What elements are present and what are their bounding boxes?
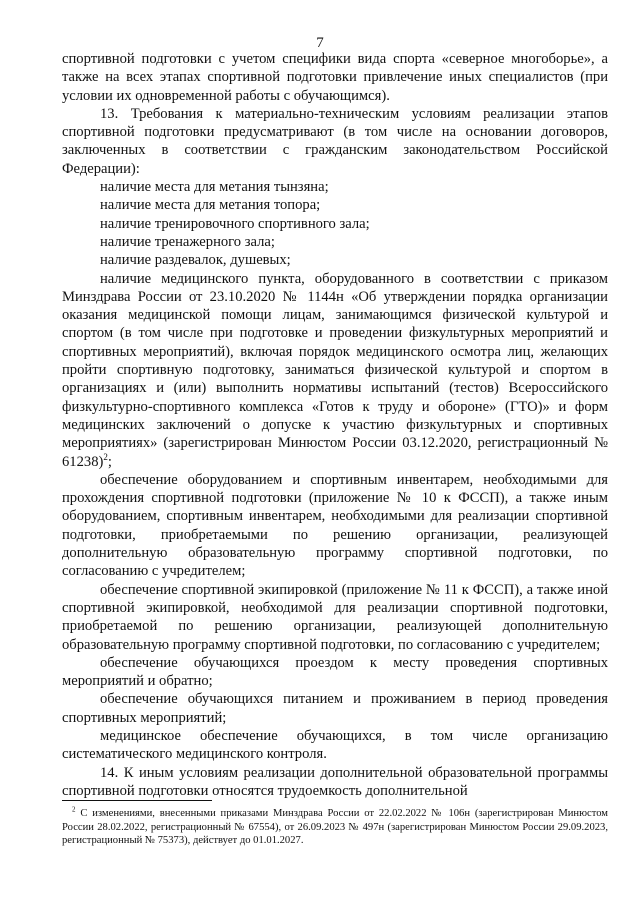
document-body: [62, 50, 608, 800]
footnote-separator: [62, 800, 212, 801]
requirement-item-gym: наличие тренажерного зала;: [100, 233, 275, 250]
requirement-sports-gear: обеспечение спортивной экипировкой (приложение № 11 к ФССП), а также иной спортивной экипировкой, необходимой для реализации спортивной подготовки, приобретаемой по решению организации, реализующей дополнительную образовательную программу спортивной подготовки, по согласованию с учредителем;: [62, 581, 608, 653]
medical-point-text: наличие медицинского пункта, оборудованного в соответствии с приказом Минздрава России от 23.10.2020 № 1144н «Об утверждении порядка организации оказания медицинской помощи лицам, занимающимся физической культурой и спортом (в том числе при подготовке и проведении физкультурных мероприятий и спортивных мероприятий), включая порядок медицинского осмотра лиц, желающих пройти спортивную подготовку, заниматься физической культурой и спортом в организациях и (или) выполнить нормативы испытаний (тестов) Всероссийского физкультурно-спортивного комплекса «Готов к труду и обороне» (ГТО)» и форм медицинских заключений о допуске к участию физкультурных и спортивных мероприятиях» (зарегистрирован Минюстом России 03.12.2020, регистрационный № 61238): [62, 270, 608, 470]
footnote-text: С изменениями, внесенными приказами Минздрава России от 22.02.2022 № 106н (зарегистрирован Минюстом России 28.02.2022, регистрационный № 67554), от 26.09.2023 № 497н (зарегистрирован Минюстом России 29.09.2023, регистрационный № 75373), действует до 01.01.2027.: [62, 808, 608, 847]
requirement-item-training-hall: наличие тренировочного спортивного зала;: [100, 215, 370, 232]
requirement-item-locker-rooms: наличие раздевалок, душевых;: [100, 252, 291, 269]
requirement-medical-support: медицинское обеспечение обучающихся, в том числе организацию систематического медицинского контроля.: [62, 727, 608, 763]
requirement-item-throwing-tynzyan: наличие места для метания тынзяна;: [100, 179, 329, 196]
page-number: 7: [316, 35, 324, 51]
requirement-food-lodging: обеспечение обучающихся питанием и проживанием в период проведения спортивных мероприятий;: [62, 691, 608, 726]
footnote-reference: 2: [103, 451, 108, 462]
footnote-marker: 2: [72, 805, 76, 814]
medical-point-end: ;: [107, 453, 112, 470]
continuation-paragraph: спортивной подготовки с учетом специфики вида спорта «северное многоборье», а также на всех этапах спортивной подготовки привлечение иных специалистов (при условии их одновременной работы с обучающимся).: [62, 51, 608, 104]
requirement-item-throwing-axe: наличие места для метания топора;: [100, 197, 321, 214]
requirement-equipment: обеспечение оборудованием и спортивным инвентарем, необходимыми для прохождения спортивной подготовки (приложение № 10 к ФССП), а также иным оборудованием, спортивным инвентарем, необходимыми для реализации спортивной подготовки, приобретаемыми по решению организации, реализующей дополнительную образовательную программу спортивной подготовки, по согласованию с учредителем;: [62, 471, 608, 580]
clause-14-paragraph: 14. К иным условиям реализации дополнительной образовательной программы спортивной подготовки относятся трудоемкость дополнительной: [62, 764, 608, 799]
requirement-travel: обеспечение обучающихся проездом к месту проведения спортивных мероприятий и обратно;: [62, 654, 608, 690]
clause-13-paragraph: 13. Требования к материально-техническим условиям реализации этапов спортивной подготовки предусматривают (в том числе на основании договоров, заключенных в соответствии с гражданским законодательством Российской Федерации):: [62, 105, 608, 177]
requirement-medical-point: [62, 270, 608, 471]
footnote: [62, 807, 608, 848]
